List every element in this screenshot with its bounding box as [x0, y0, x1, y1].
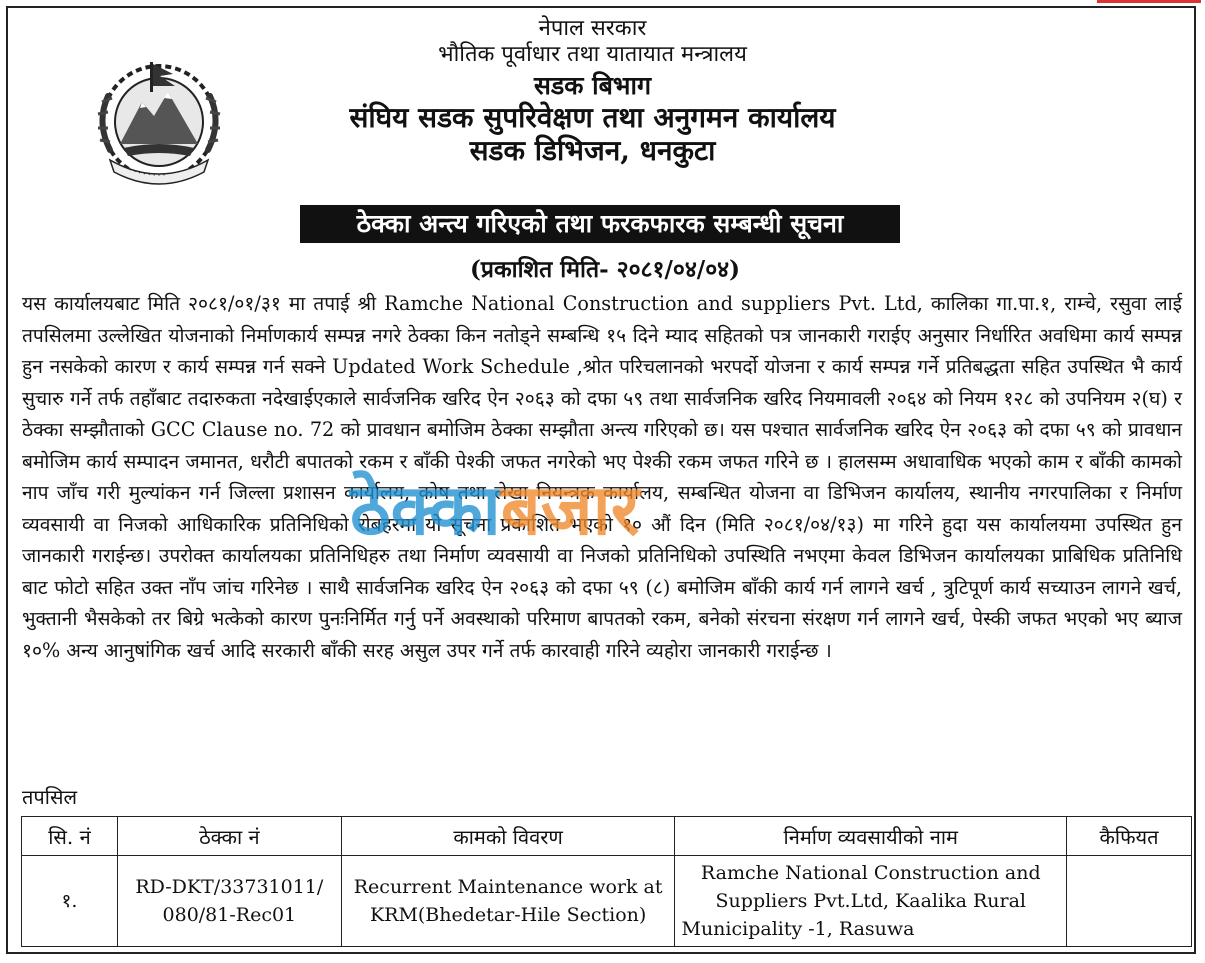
- cell-remarks: [1067, 856, 1192, 947]
- header-contract-no: ठेक्का नं: [117, 817, 341, 856]
- department-name: सडक बिभाग: [533, 70, 652, 100]
- header-contractor-name: निर्माण व्यवसायीको नाम: [675, 817, 1067, 856]
- notice-body: यस कार्यालयबाट मिति २०८१/०१/३१ मा तपाई श्री Ramche National Construction and suppliers Pvt. Ltd, कालिका गा.पा.१, राम्चे, रसुवा लाई तपसिलमा उल्लेखित योजनाको निर्माणकार्य सम्पन्न नगरे ठेक्का किन नतोड्ने सम्बन्धि १५ दिने म्याद सहितको पत्र जानकारी गराईए अनुसार निर्धारित अवधिमा कार्य सम्पन्न हुन नसकेको कारण र कार्य सम्पन्न गर्न सक्ने Updated Work Schedule ,श्रोत परिचलानको भरपर्दो योजना र कार्य सम्पन्न गर्ने प्रतिबद्धता सहित उपस्थित भै कार्य सुचारु गर्ने तर्फ तहाँबाट तदारुकता नदेखाईएकाले सार्वजनिक खरिद ऐन २०६३ को दफा ५९ तथा सार्वजनिक खरिद नियमावली २०६४ को नियम १२८ को उपनियम २(घ) र ठेक्का सम्झौताको GCC Clause no. 72 को प्रावधान बमोजिम ठेक्का सम्झौता अन्त्य गरिएको छ। यस पश्चात सार्वजनिक खरिद ऐन २०६३ को दफा ५९ को प्रावधान बमोजिम कार्य सम्पादन जमानत, धरौटी बपातको रकम र बाँकी पेश्की जफत नगरेको भए पेश्की रकम जफत गरिने छ । हालसम्म अधावाधिक भएको काम र बाँकी कामको नाप जाँच गरी मुल्यांकन गर्न जिल्ला प्रशासन कार्यालय, कोष तथा लेखा नियन्त्रक कार्यालय, सम्बन्धित योजना वा डिभिजन कार्यालय, स्थानीय नगरपालिका र निर्माण व्यवसायी वा निजको आधिकारिक प्रतिनिधिको रोबहरमा यो सूचना प्रकाशित भएको १० औं दिन (मिति २०८१/०४/१३) मा गरिने हुदा यस कार्यालयमा उपस्थित हुन जानकारी गराईन्छ। उपरोक्त कार्यालयका प्रतिनिधिहरु तथा निर्माण व्यवसायी वा निजको प्रतिनिधिको उपस्थिति नभएमा केवल डिभिजन कार्यालयका प्राबिधिक प्रतिनिधि बाट फोटो सहित उक्त नाँप जांच गरिनेछ । साथै सार्वजनिक खरिद ऐन २०६३ को दफा ५९ (८) बमोजिम बाँकी कार्य गर्न लागने खर्च , त्रुटिपूर्ण कार्य सच्याउन लागने खर्च, भुक्तानी भैसकेको तर बिग्रे भत्केको कारण पुनःनिर्मित गर्नु पर्ने अवस्थाको परिमाण बापतको रकम, बनेको संरचना संरक्षण गर्न लागने खर्च, पेस्की जफत भएको भए ब्याज १०% अन्य आनुषांगिक खर्च आदि सरकारी बाँकी सरह असुल उपर गर्ने तर्फ कारवाही गरिने व्यहोरा जानकारी गराईन्छ ।: [22, 292, 1182, 662]
- watermark-part-1: ठेक्का: [350, 469, 501, 551]
- contract-no-line-1: RD-DKT/33731011/: [135, 876, 324, 898]
- cell-contract-no: [117, 856, 341, 947]
- table-header-row: [22, 817, 1192, 856]
- schedule-label: तपसिल: [22, 785, 78, 809]
- svg-text:· · · · · · · ·: · · · · · · · ·: [127, 165, 166, 181]
- header-work-description: कामको विवरण: [341, 817, 675, 856]
- government-name: नेपाल सरकार: [538, 16, 647, 41]
- published-date: (प्रकाशित मिति- २०८१/०४/०४): [470, 256, 740, 283]
- cell-serial: १.: [22, 856, 118, 947]
- schedule-table: [21, 816, 1192, 947]
- cell-work-description: [341, 856, 675, 947]
- corner-mark: [1097, 0, 1201, 3]
- notice-title: ठेक्का अन्त्य गरिएको तथा फरकफारक सम्बन्धी सूचना: [300, 205, 900, 243]
- cell-contractor-name: Ramche National Construction and Suppliers Pvt.Ltd, Kaalika Rural Municipality -1, Rasuwa: [675, 856, 1067, 947]
- work-line-1: Recurrent Maintenance work at: [353, 876, 663, 898]
- office-name: संघिय सडक सुपरिवेक्षण तथा अनुगमन कार्यालय: [349, 100, 836, 134]
- division-name: सडक डिभिजन, धनकुटा: [469, 134, 716, 168]
- watermark-part-2: बजार: [500, 469, 640, 551]
- header-serial: सि. नं: [22, 817, 118, 856]
- table-row: [22, 856, 1192, 947]
- contract-no-line-2: 080/81-Rec01: [162, 904, 297, 926]
- work-line-2: KRM(Bhedetar-Hile Section): [369, 904, 647, 926]
- nepal-government-emblem-icon: [80, 52, 238, 194]
- ministry-name: भौतिक पूर्वाधार तथा यातायात मन्त्रालय: [438, 42, 747, 68]
- header-remarks: कैफियत: [1067, 817, 1192, 856]
- letterhead: [230, 16, 955, 168]
